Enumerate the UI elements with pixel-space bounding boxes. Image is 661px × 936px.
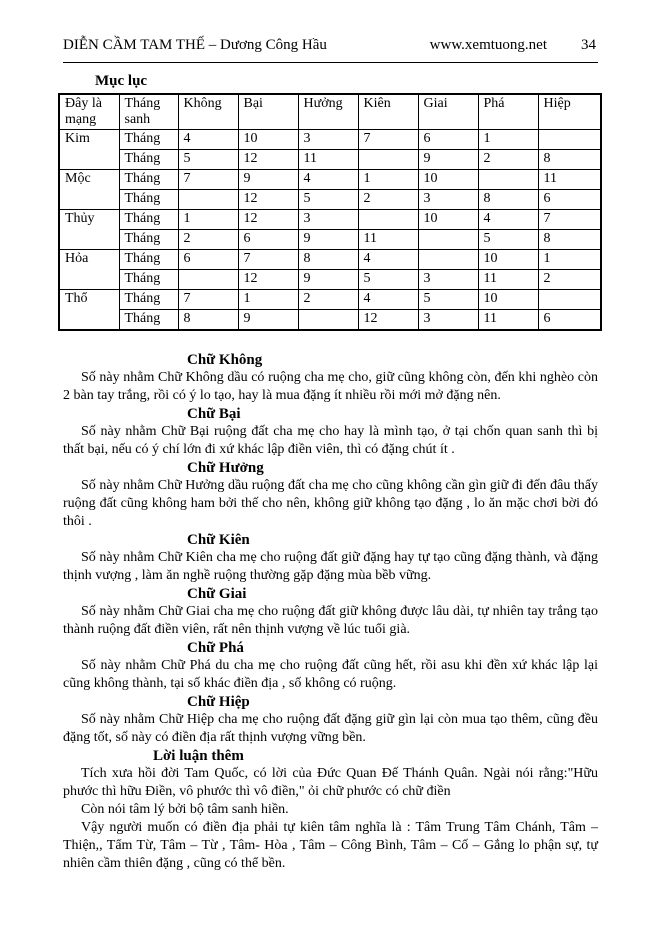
value-cell: 1 xyxy=(238,290,298,310)
value-cell xyxy=(478,170,538,190)
value-cell: 2 xyxy=(298,290,358,310)
value-cell: 5 xyxy=(178,150,238,170)
value-cell: 10 xyxy=(478,250,538,270)
section-paragraph: Số này nhằm Chữ Phá du cha mẹ cho ruộng đất cũng hết, rồi asu khi đền xứ khác lập lại cũng không thành, tại số khác điền địa , số không có ruộng. xyxy=(63,658,598,691)
element-cell: Thổ xyxy=(59,290,119,331)
value-cell: 11 xyxy=(358,230,418,250)
section-paragraph: Số này nhằm Chữ Giai cha mẹ cho ruộng đất giữ không được lâu dài, tự nhiên tay trắng tạo thành ruộng đất điền viên, rất nên thịnh vượng về lúc tuổi già. xyxy=(63,604,598,637)
value-cell: 6 xyxy=(418,130,478,150)
column-header: Phá xyxy=(478,94,538,130)
body-text xyxy=(63,351,598,873)
table-row xyxy=(59,310,601,331)
value-cell: 9 xyxy=(298,230,358,250)
value-cell: 11 xyxy=(478,310,538,331)
section-heading: Chữ Hưởng xyxy=(187,460,264,476)
value-cell xyxy=(358,150,418,170)
value-cell: 4 xyxy=(358,290,418,310)
destiny-month-table xyxy=(58,93,602,331)
value-cell: 8 xyxy=(538,230,601,250)
column-header: Hưởng xyxy=(298,94,358,130)
value-cell: 3 xyxy=(298,130,358,150)
value-cell: 12 xyxy=(238,270,298,290)
value-cell: 9 xyxy=(418,150,478,170)
value-cell: 7 xyxy=(358,130,418,150)
section-paragraph: Còn nói tâm lý bởi bộ tâm sanh hiền. xyxy=(81,802,289,817)
value-cell: 11 xyxy=(538,170,601,190)
value-cell xyxy=(178,190,238,210)
value-cell: 7 xyxy=(178,170,238,190)
month-cell: Tháng xyxy=(119,130,178,150)
month-cell: Tháng xyxy=(119,170,178,190)
section-chu-pha xyxy=(63,639,598,693)
value-cell: 7 xyxy=(538,210,601,230)
website-url: www.xemtuong.net xyxy=(429,37,547,53)
page-number: 34 xyxy=(581,37,596,53)
table-row xyxy=(59,150,601,170)
value-cell xyxy=(538,290,601,310)
table-row xyxy=(59,170,601,190)
value-cell: 12 xyxy=(238,190,298,210)
month-cell: Tháng xyxy=(119,290,178,310)
section-heading: Chữ Giai xyxy=(187,586,247,602)
column-header: Tháng sanh xyxy=(119,94,178,130)
value-cell: 6 xyxy=(178,250,238,270)
value-cell: 8 xyxy=(538,150,601,170)
month-cell: Tháng xyxy=(119,310,178,331)
value-cell: 1 xyxy=(478,130,538,150)
value-cell: 1 xyxy=(358,170,418,190)
value-cell: 2 xyxy=(538,270,601,290)
table-row xyxy=(59,190,601,210)
value-cell: 5 xyxy=(418,290,478,310)
value-cell xyxy=(538,130,601,150)
value-cell: 6 xyxy=(538,190,601,210)
table-row xyxy=(59,270,601,290)
month-cell: Tháng xyxy=(119,190,178,210)
value-cell xyxy=(418,230,478,250)
document-title: DIỄN CẦM TAM THẾ – Dương Công Hầu xyxy=(63,37,327,53)
month-cell: Tháng xyxy=(119,230,178,250)
value-cell: 5 xyxy=(478,230,538,250)
value-cell xyxy=(178,270,238,290)
value-cell: 10 xyxy=(418,170,478,190)
element-cell: Hỏa xyxy=(59,250,119,290)
value-cell: 4 xyxy=(478,210,538,230)
value-cell: 6 xyxy=(538,310,601,331)
section-chu-huong xyxy=(63,459,598,531)
section-chu-kien xyxy=(63,531,598,585)
value-cell: 9 xyxy=(298,270,358,290)
value-cell: 9 xyxy=(238,170,298,190)
element-cell: Mộc xyxy=(59,170,119,210)
column-header: Bại xyxy=(238,94,298,130)
section-chu-giai xyxy=(63,585,598,639)
value-cell: 4 xyxy=(298,170,358,190)
month-cell: Tháng xyxy=(119,210,178,230)
table-row xyxy=(59,290,601,310)
section-paragraph: Số này nhằm Chữ Kiên cha mẹ cho ruộng đất giữ đặng hay tự tạo cũng đặng thành, và đặng thịnh vượng , làm ăn nghề ruộng thường gặp đặng mùa bềb vững. xyxy=(63,550,598,583)
table-header-row xyxy=(59,94,601,130)
table-row xyxy=(59,130,601,150)
value-cell: 10 xyxy=(418,210,478,230)
value-cell: 12 xyxy=(238,210,298,230)
table-row xyxy=(59,210,601,230)
value-cell: 3 xyxy=(418,310,478,331)
table-caption: Mục lục xyxy=(95,73,148,89)
column-header: Giai xyxy=(418,94,478,130)
value-cell: 1 xyxy=(178,210,238,230)
section-chu-khong xyxy=(63,351,598,405)
column-header: Không xyxy=(178,94,238,130)
value-cell: 7 xyxy=(238,250,298,270)
value-cell: 6 xyxy=(238,230,298,250)
section-paragraph: Số này nhằm Chữ Hiệp cha mẹ cho ruộng đất đặng giữ gìn lại còn mua tạo thêm, cũng đều đặng tốt, số này có điền địa rất thịnh vượng vững bền. xyxy=(63,712,598,745)
section-paragraph: Số này nhằm Chữ Bại ruộng đất cha mẹ cho hay là mình tạo, ở tại chốn quan sanh thì bị thất bại, nếu có ý chí lớn đi xứ khác lập điền viên, thì có đặng chút ít . xyxy=(63,424,598,457)
value-cell: 10 xyxy=(478,290,538,310)
value-cell: 3 xyxy=(298,210,358,230)
month-cell: Tháng xyxy=(119,270,178,290)
value-cell: 2 xyxy=(358,190,418,210)
section-chu-bai xyxy=(63,405,598,459)
month-cell: Tháng xyxy=(119,250,178,270)
table-row xyxy=(59,250,601,270)
header-divider xyxy=(63,62,598,63)
section-paragraph: Số này nhằm Chữ Không dầu có ruộng cha mẹ cho, giữ cũng không còn, đến khi nghèo còn 2 bàn tay trắng, rồi có ý lo tạo, hay là mua đặng ít nhiều rồi mới mở đặng nên. xyxy=(63,370,598,403)
section-paragraph: Số này nhằm Chữ Hưởng dầu ruộng đất cha mẹ cho cũng không cần gìn giữ đi đến đâu thấy ruộng đất cũng không ham bởi thế cho nên, không giữ không tạo đặng , lo ăn mặc chơi bời đó thôi . xyxy=(63,478,598,529)
value-cell: 5 xyxy=(298,190,358,210)
value-cell: 1 xyxy=(538,250,601,270)
section-heading: Chữ Hiệp xyxy=(187,694,250,710)
value-cell: 7 xyxy=(178,290,238,310)
value-cell xyxy=(358,210,418,230)
section-loi-luan-them xyxy=(63,747,598,873)
element-cell: Thủy xyxy=(59,210,119,250)
value-cell: 9 xyxy=(238,310,298,331)
value-cell: 5 xyxy=(358,270,418,290)
value-cell: 8 xyxy=(298,250,358,270)
month-cell: Tháng xyxy=(119,150,178,170)
value-cell: 2 xyxy=(478,150,538,170)
value-cell: 10 xyxy=(238,130,298,150)
value-cell: 11 xyxy=(298,150,358,170)
value-cell: 11 xyxy=(478,270,538,290)
value-cell: 12 xyxy=(358,310,418,331)
section-heading: Chữ Bại xyxy=(187,406,241,422)
table-row xyxy=(59,230,601,250)
section-paragraph: Tích xưa hồi đời Tam Quốc, có lời của Đức Quan Đế Thánh Quân. Ngài nói rằng:"Hữu phước thì hữu Điền, vô phước thì vô điền," ỏi chữ phước có chữ điền xyxy=(63,766,598,799)
section-heading: Chữ Không xyxy=(187,352,263,368)
value-cell: 2 xyxy=(178,230,238,250)
section-chu-hiep xyxy=(63,693,598,747)
value-cell: 8 xyxy=(478,190,538,210)
value-cell: 4 xyxy=(178,130,238,150)
section-heading: Lời luận thêm xyxy=(153,748,244,764)
value-cell: 3 xyxy=(418,190,478,210)
value-cell xyxy=(298,310,358,331)
column-header: Kiên xyxy=(358,94,418,130)
value-cell: 12 xyxy=(238,150,298,170)
value-cell: 3 xyxy=(418,270,478,290)
section-heading: Chữ Phá xyxy=(187,640,244,656)
column-header: Hiệp xyxy=(538,94,601,130)
section-paragraph: Vậy người muốn có điền địa phải tự kiên tâm nghĩa là : Tâm Trung Tâm Chánh, Tâm – Thiện,, Tẩm Từ, Tâm – Từ , Tâm- Hòa , Tâm – Công Bình, Tâm – Cố – Gắng lo phận sự, tự nhiên cầm thiên đặng , cũng có thể bền. xyxy=(63,820,598,871)
page-header xyxy=(63,36,598,55)
value-cell: 8 xyxy=(178,310,238,331)
element-cell: Kim xyxy=(59,130,119,170)
section-heading: Chữ Kiên xyxy=(187,532,250,548)
value-cell xyxy=(418,250,478,270)
column-header: Đây là mạng xyxy=(59,94,119,130)
value-cell: 4 xyxy=(358,250,418,270)
